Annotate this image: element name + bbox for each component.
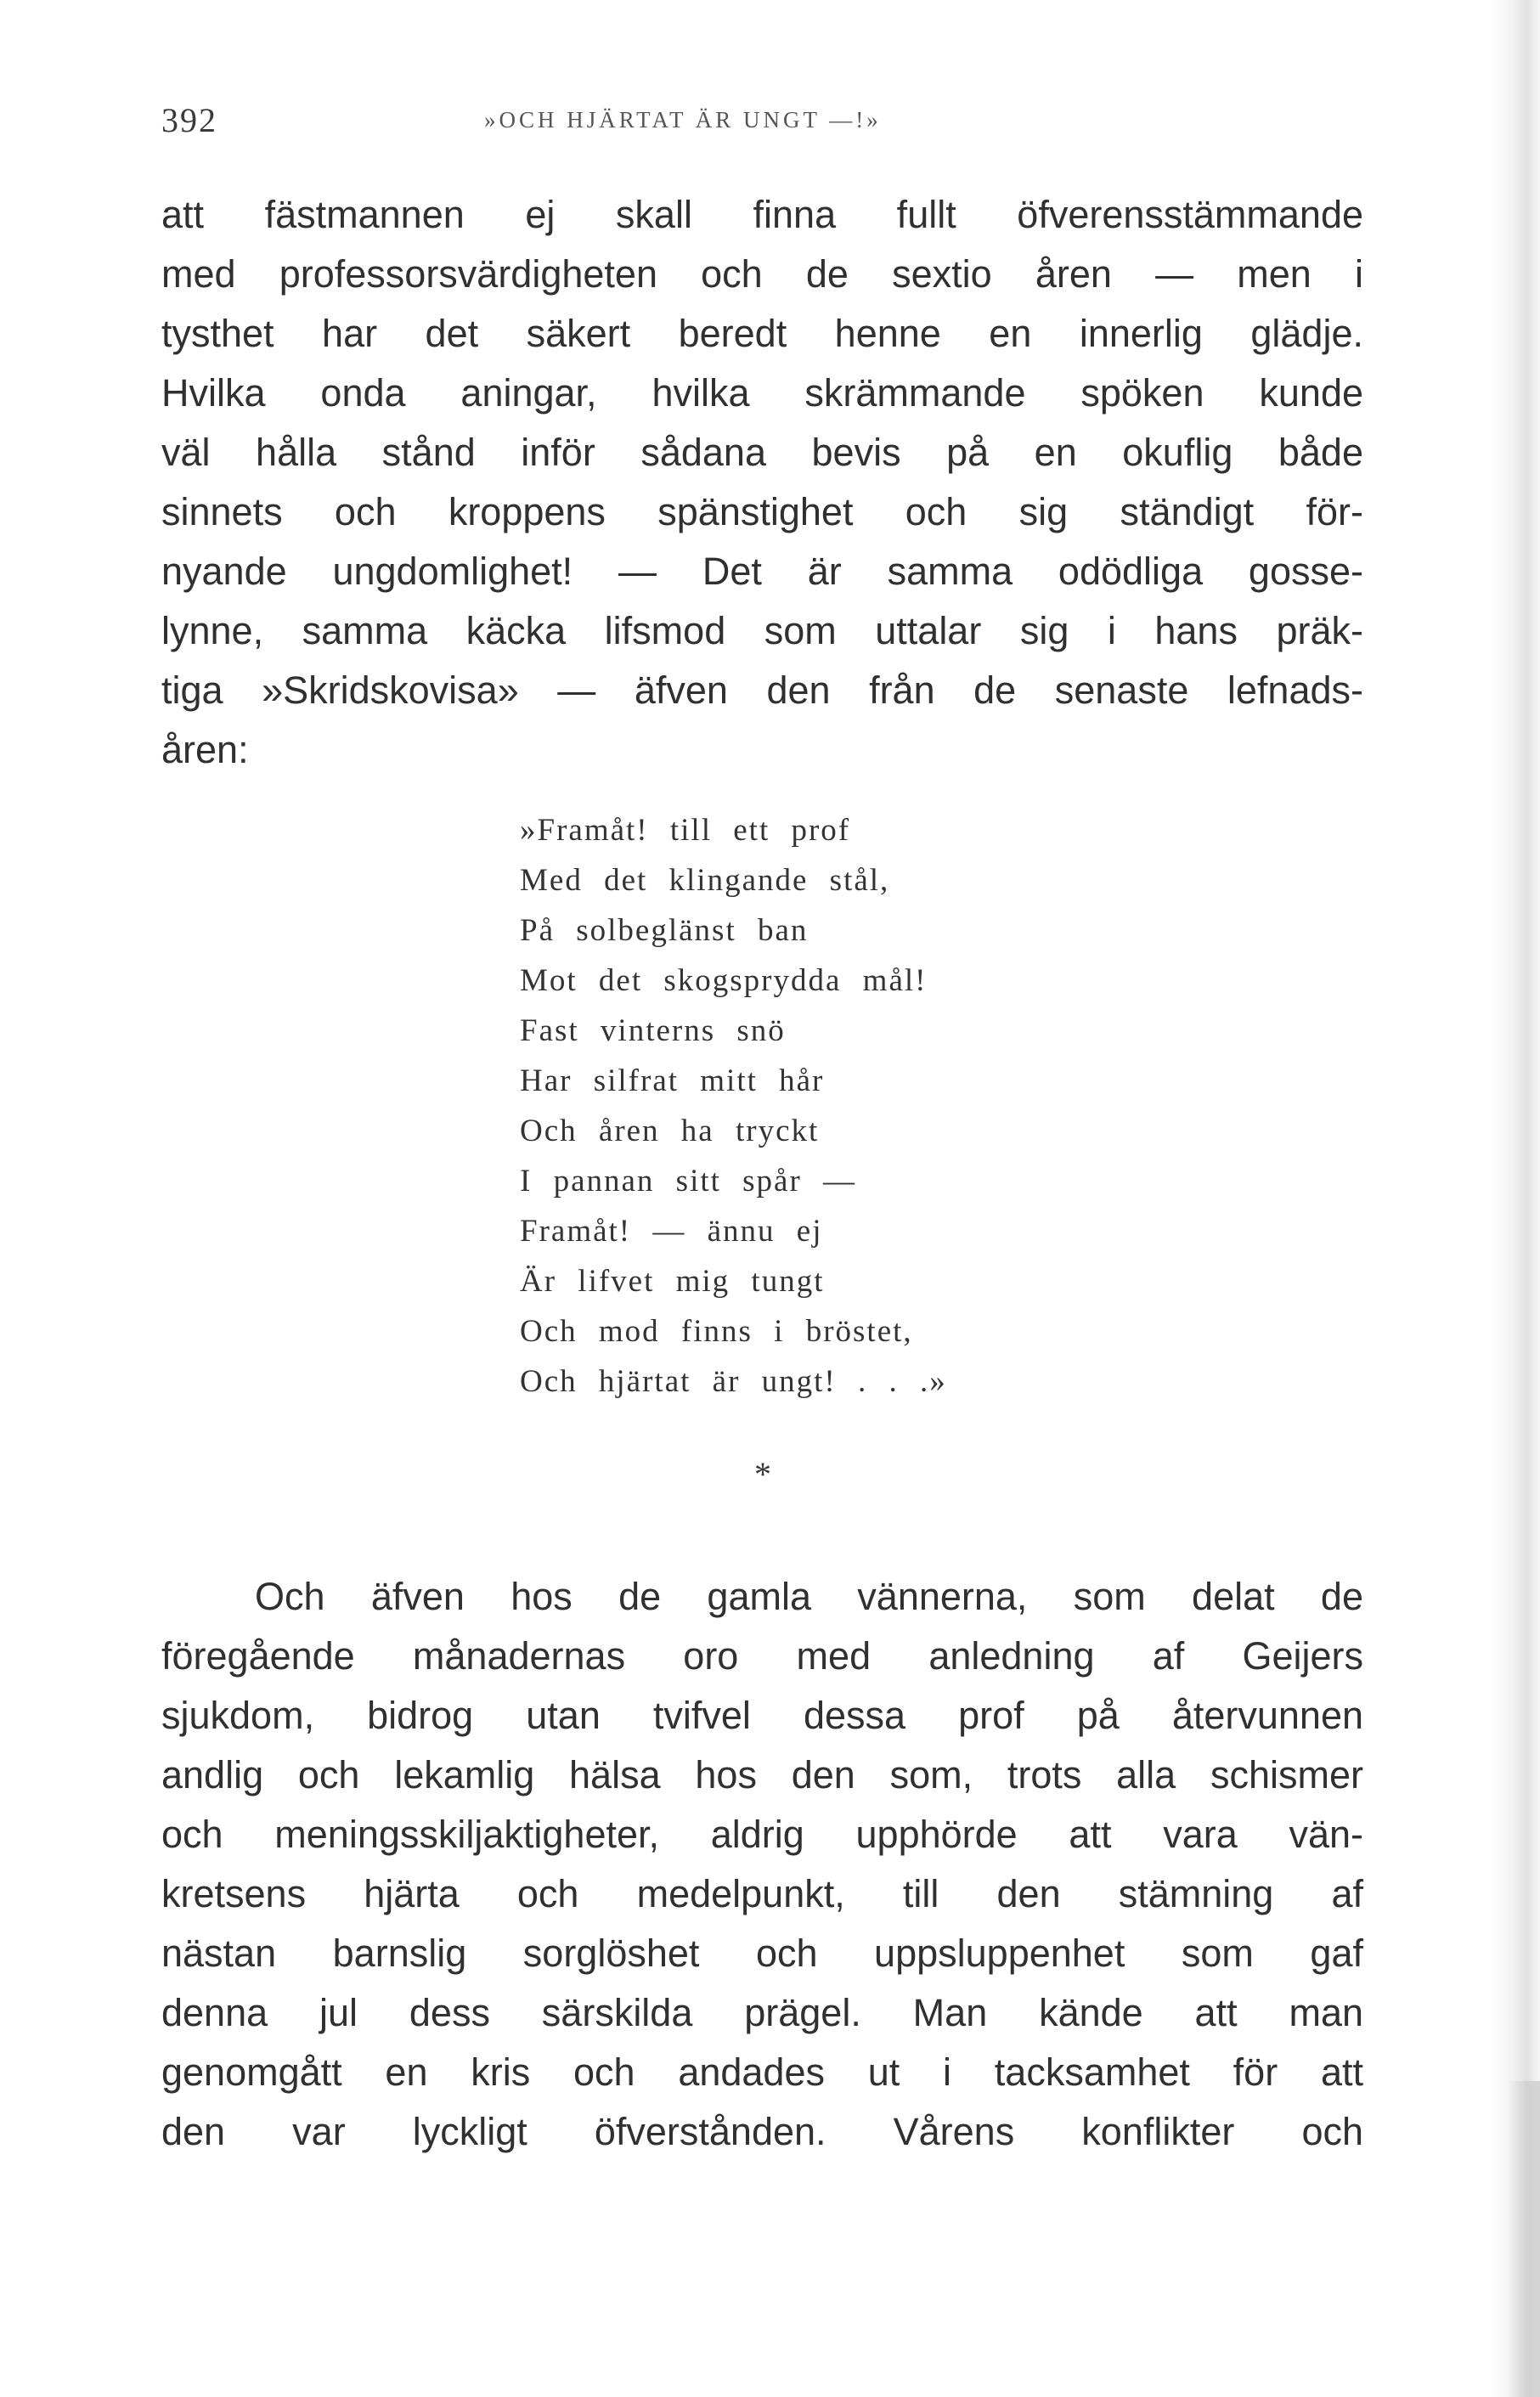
poem-verse: »Framåt! till ett prof [520, 813, 851, 848]
poem-verse: Framåt! — ännu ej [520, 1214, 823, 1249]
page-number: 392 [161, 101, 217, 139]
poem-verse: Mot det skogsprydda mål! [520, 963, 928, 998]
poem-verse: I pannan sitt spår — [520, 1164, 857, 1198]
text-line: tiga »Skridskovisa» — äfven den från de senaste lefnads- [161, 668, 1363, 712]
poem-verse: Har silfrat mitt hår [520, 1063, 825, 1098]
text-line: sinnets och kroppens spänstighet och sig ständigt för- [161, 490, 1363, 533]
text-line: genomgått en kris och andades ut i tacksamhet för att [161, 2050, 1363, 2094]
poem-verse: Och åren ha tryckt [520, 1114, 820, 1148]
page-header [161, 100, 1368, 151]
running-head: »OCH HJÄRTAT ÄR UNGT —!» [484, 107, 882, 133]
paragraph-2 [161, 1567, 1363, 2162]
poem-verse: Fast vinterns snö [520, 1013, 786, 1048]
text-line: andlig och lekamlig hälsa hos den som, trots alla schismer [161, 1753, 1363, 1796]
text-line: Och äfven hos de gamla vännerna, som delat de [255, 1575, 1363, 1618]
poem-verse: Och hjärtat är ungt! . . .» [520, 1364, 947, 1399]
text-line: den var lyckligt öfverstånden. Vårens konflikter och [161, 2110, 1363, 2153]
page-corner-shadow [1506, 2081, 1540, 2397]
text-line: tysthet har det säkert beredt henne en innerlig glädje. [161, 312, 1363, 355]
text-line: nyande ungdomlighet! — Det är samma odödliga gosse- [161, 550, 1363, 593]
page-edge-shading [1489, 0, 1540, 2397]
text-line: och meningsskiljaktigheter, aldrig upphörde att vara vän- [161, 1813, 1363, 1856]
text-line: åren: [161, 728, 249, 771]
poem-verse: Och mod finns i bröstet, [520, 1314, 913, 1349]
poem-verse: På solbeglänst ban [520, 913, 809, 948]
section-separator: * [754, 1455, 771, 1493]
poem-skridskovisa [520, 805, 1199, 1407]
text-line: nästan barnslig sorglöshet och uppsluppenhet som gaf [161, 1932, 1363, 1975]
text-line: med professorsvärdigheten och de sextio åren — men i [161, 252, 1363, 296]
text-line: Hvilka onda aningar, hvilka skrämmande spöken kunde [161, 371, 1363, 415]
text-line: kretsens hjärta och medelpunkt, till den stämning af [161, 1872, 1363, 1915]
poem-verse: Med det klingande stål, [520, 863, 890, 898]
text-line: föregående månadernas oro med anledning af Geijers [161, 1634, 1363, 1678]
poem-verse: Är lifvet mig tungt [520, 1264, 825, 1299]
text-line: att fästmannen ej skall finna fullt öfverensstämmande [161, 193, 1363, 236]
text-line: sjukdom, bidrog utan tvifvel dessa prof på återvunnen [161, 1694, 1363, 1737]
text-line: denna jul dess särskilda prägel. Man kände att man [161, 1991, 1363, 2034]
text-line: lynne, samma käcka lifsmod som uttalar sig i hans präk- [161, 609, 1363, 652]
paragraph-1 [161, 185, 1363, 780]
text-line: väl hålla stånd inför sådana bevis på en okuflig både [161, 431, 1363, 474]
